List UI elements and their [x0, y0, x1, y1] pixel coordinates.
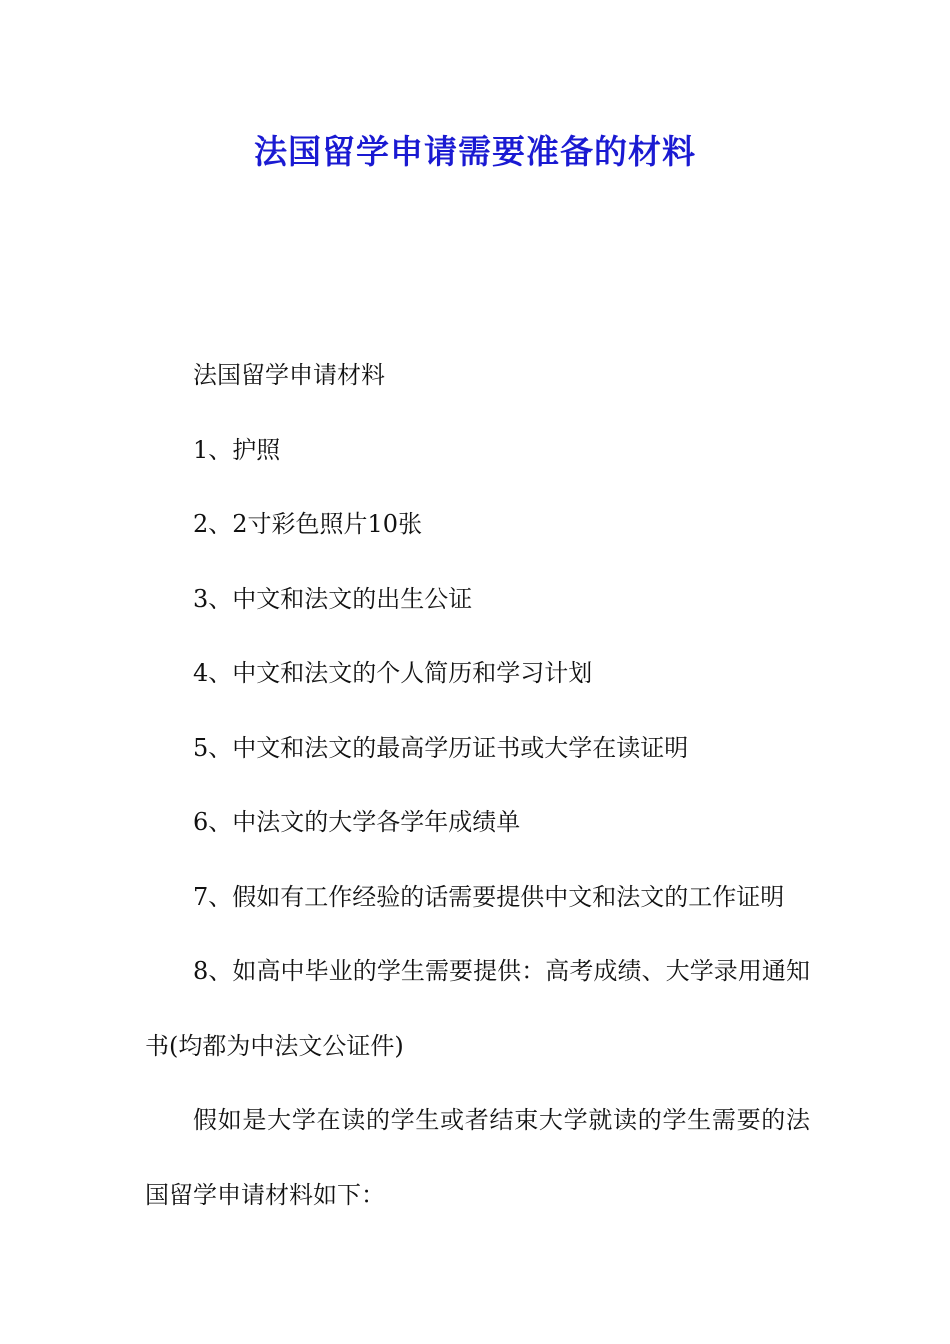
document-title: 法国留学申请需要准备的材料	[254, 132, 696, 171]
paragraph-intro: 法国留学申请材料	[193, 361, 385, 389]
paragraph-university-students: 假如是大学在读的学生或者结束大学就读的学生需要的法国留学申请材料如下：	[145, 1106, 810, 1209]
list-item-passport: 1、护照	[193, 435, 281, 464]
list-item-resume-study-plan: 4、中文和法文的个人简历和学习计划	[193, 659, 593, 687]
list-item-photos: 2、2寸彩色照片10张	[193, 510, 423, 538]
list-item-high-school-graduates: 8、如高中毕业的学生需要提供：高考成绩、大学录用通知书(均都为中法文公证件)	[145, 957, 810, 1060]
list-item-birth-certificate: 3、中文和法文的出生公证	[193, 584, 473, 613]
list-item-degree-certificate: 5、中文和法文的最高学历证书或大学在读证明	[193, 733, 689, 762]
list-item-transcripts: 6、中法文的大学各学年成绩单	[193, 808, 521, 836]
list-item-work-certificate: 7、假如有工作经验的话需要提供中文和法文的工作证明	[193, 882, 785, 911]
document-body	[145, 338, 810, 1232]
